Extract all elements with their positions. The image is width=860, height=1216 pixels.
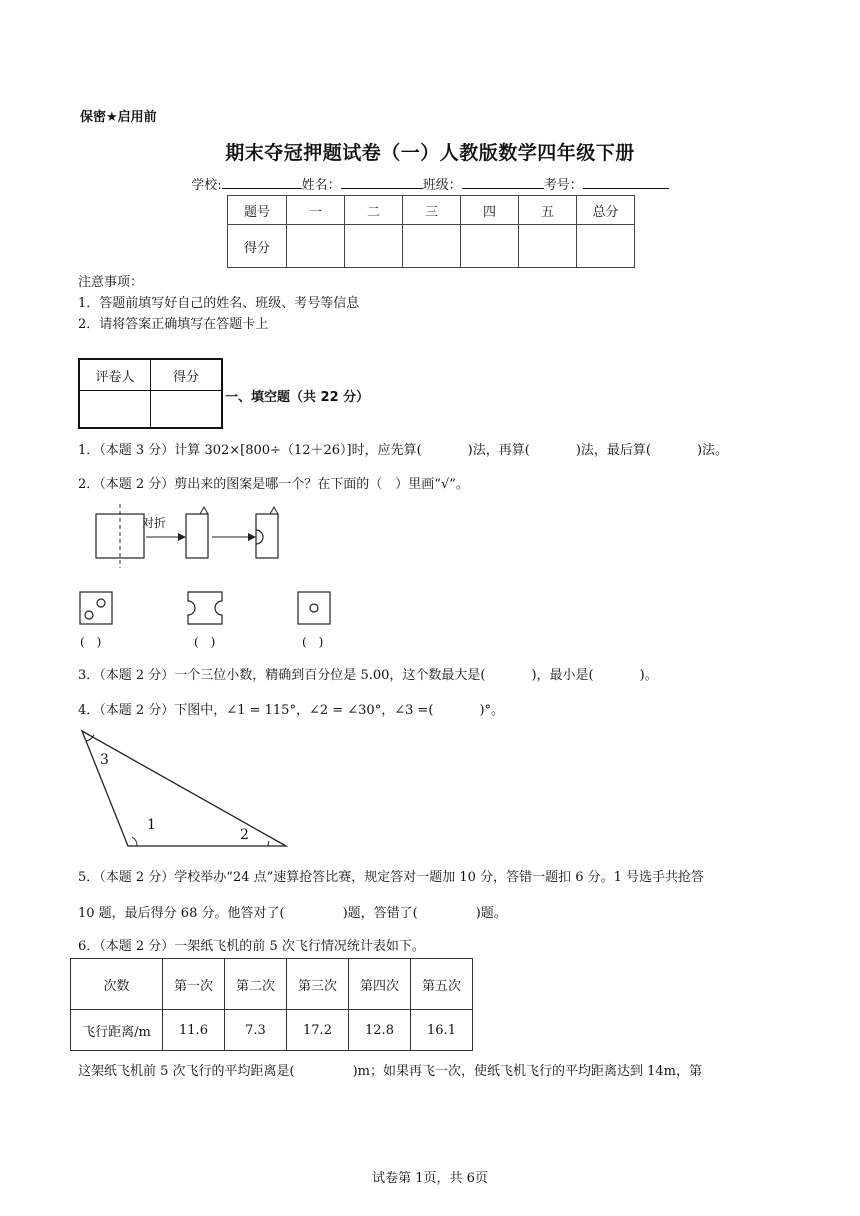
grader-label: 评卷人 bbox=[79, 359, 151, 391]
flight-distance-cell: 11.6 bbox=[163, 1010, 225, 1051]
q1-text: 1．（本题 3 分）计算 302×[800÷（12＋26）]时，应先算( bbox=[78, 443, 422, 458]
score-col-1: 一 bbox=[287, 196, 345, 225]
flight-distance-cell: 7.3 bbox=[225, 1010, 287, 1051]
angle-3-label: 3 bbox=[100, 752, 109, 768]
angle-1-arc bbox=[132, 837, 137, 846]
fold-label: 对折 bbox=[142, 516, 167, 530]
score-row-label: 得分 bbox=[228, 225, 287, 268]
score-col-5: 五 bbox=[519, 196, 577, 225]
flight-table-row-label: 飞行距离/m bbox=[71, 1010, 163, 1051]
triangle bbox=[82, 731, 286, 846]
note-item: 2．请将答案正确填写在答题卡上 bbox=[78, 317, 269, 332]
option-c-shape bbox=[298, 592, 330, 624]
flight-distance-cell: 16.1 bbox=[411, 1010, 473, 1051]
question-5-line-2 bbox=[78, 902, 507, 921]
score-table-header-label: 题号 bbox=[228, 196, 287, 225]
q4-text: 4．（本题 2 分）下图中，∠1 = 115°，∠2 = ∠30°，∠3 =( bbox=[78, 703, 434, 718]
flight-table-header: 第三次 bbox=[287, 959, 349, 1010]
option-b-shape bbox=[188, 592, 222, 624]
option-a-shape bbox=[80, 592, 112, 624]
question-5-line-1: 5．（本题 2 分）学校举办“24 点”速算抢答比赛，规定答对一题加 10 分，答错一题扣 6 分。1 号选手共抢答 bbox=[78, 870, 705, 885]
flight-table-header-label: 次数 bbox=[71, 959, 163, 1010]
flight-table-header: 第五次 bbox=[411, 959, 473, 1010]
q5-text: )题。 bbox=[475, 906, 507, 921]
flight-table-header: 第二次 bbox=[225, 959, 287, 1010]
folded-paper-cut bbox=[256, 514, 278, 558]
score-col-3: 三 bbox=[403, 196, 461, 225]
score-col-4: 四 bbox=[461, 196, 519, 225]
q3-text: )。 bbox=[639, 668, 658, 683]
q3-text: 3．（本题 2 分）一个三位小数，精确到百分位是 5.00，这个数最大是( bbox=[78, 668, 486, 683]
exam-title: 期末夺冠押题试卷（一）人教版数学四年级下册 bbox=[225, 142, 635, 164]
q6-text: )m；如果再飞一次，使纸飞机飞行的平均距离达到 14m，第 bbox=[352, 1064, 703, 1079]
confidential-label: 保密★启用前 bbox=[80, 110, 157, 125]
question-3 bbox=[78, 664, 658, 683]
option-a-paren[interactable]: ( ) bbox=[80, 635, 102, 649]
flight-distance-cell: 17.2 bbox=[287, 1010, 349, 1051]
q1-text: )法，最后算( bbox=[575, 443, 651, 458]
flight-table-header: 第四次 bbox=[349, 959, 411, 1010]
question-4 bbox=[78, 699, 504, 718]
angle-2-label: 2 bbox=[240, 827, 249, 843]
q5-text: 10 题，最后得分 68 分。他答对了( bbox=[78, 906, 285, 921]
half-circle-cut bbox=[256, 530, 263, 544]
flight-table-header: 第一次 bbox=[163, 959, 225, 1010]
score-col-total: 总分 bbox=[577, 196, 635, 225]
q1-text: )法。 bbox=[696, 443, 729, 458]
exam-number-label: 考号： bbox=[543, 178, 583, 193]
q1-text: )法，再算( bbox=[467, 443, 530, 458]
q6-text: 这架纸飞机前 5 次飞行的平均距离是( bbox=[78, 1064, 295, 1079]
notes-heading: 注意事项： bbox=[78, 275, 144, 290]
section-title: 一、填空题（共 22 分） bbox=[225, 390, 370, 405]
name-label: 姓名： bbox=[301, 178, 341, 193]
page-footer: 试卷第 1页，共 6页 bbox=[372, 1171, 488, 1186]
school-label: 学校: bbox=[191, 178, 222, 193]
option-b-paren[interactable]: ( ) bbox=[194, 635, 216, 649]
question-6: 6．（本题 2 分）一架纸飞机的前 5 次飞行情况统计表如下。 bbox=[78, 939, 425, 954]
flight-table bbox=[70, 958, 473, 1051]
angle-2-arc bbox=[268, 841, 269, 846]
flight-distance-cell: 12.8 bbox=[349, 1010, 411, 1051]
note-item: 1．答题前填写好自己的姓名、班级、考号等信息 bbox=[78, 296, 360, 311]
q5-text: )题，答错了( bbox=[342, 906, 418, 921]
angle-1-label: 1 bbox=[147, 817, 156, 833]
q4-text: )°。 bbox=[479, 703, 505, 718]
arrow-1-head bbox=[178, 533, 186, 541]
class-label: 班级： bbox=[422, 178, 462, 193]
q3-text: )，最小是( bbox=[531, 668, 594, 683]
folded-paper bbox=[186, 514, 208, 558]
arrow-2-head bbox=[248, 533, 256, 541]
question-2: 2．（本题 2 分）剪出来的图案是哪一个？在下面的（ ）里画“√”。 bbox=[78, 477, 469, 492]
score-col-2: 二 bbox=[345, 196, 403, 225]
grader-score-label: 得分 bbox=[151, 359, 223, 391]
option-c-paren[interactable]: ( ) bbox=[302, 635, 324, 649]
question-6-follow-up bbox=[78, 1060, 702, 1079]
